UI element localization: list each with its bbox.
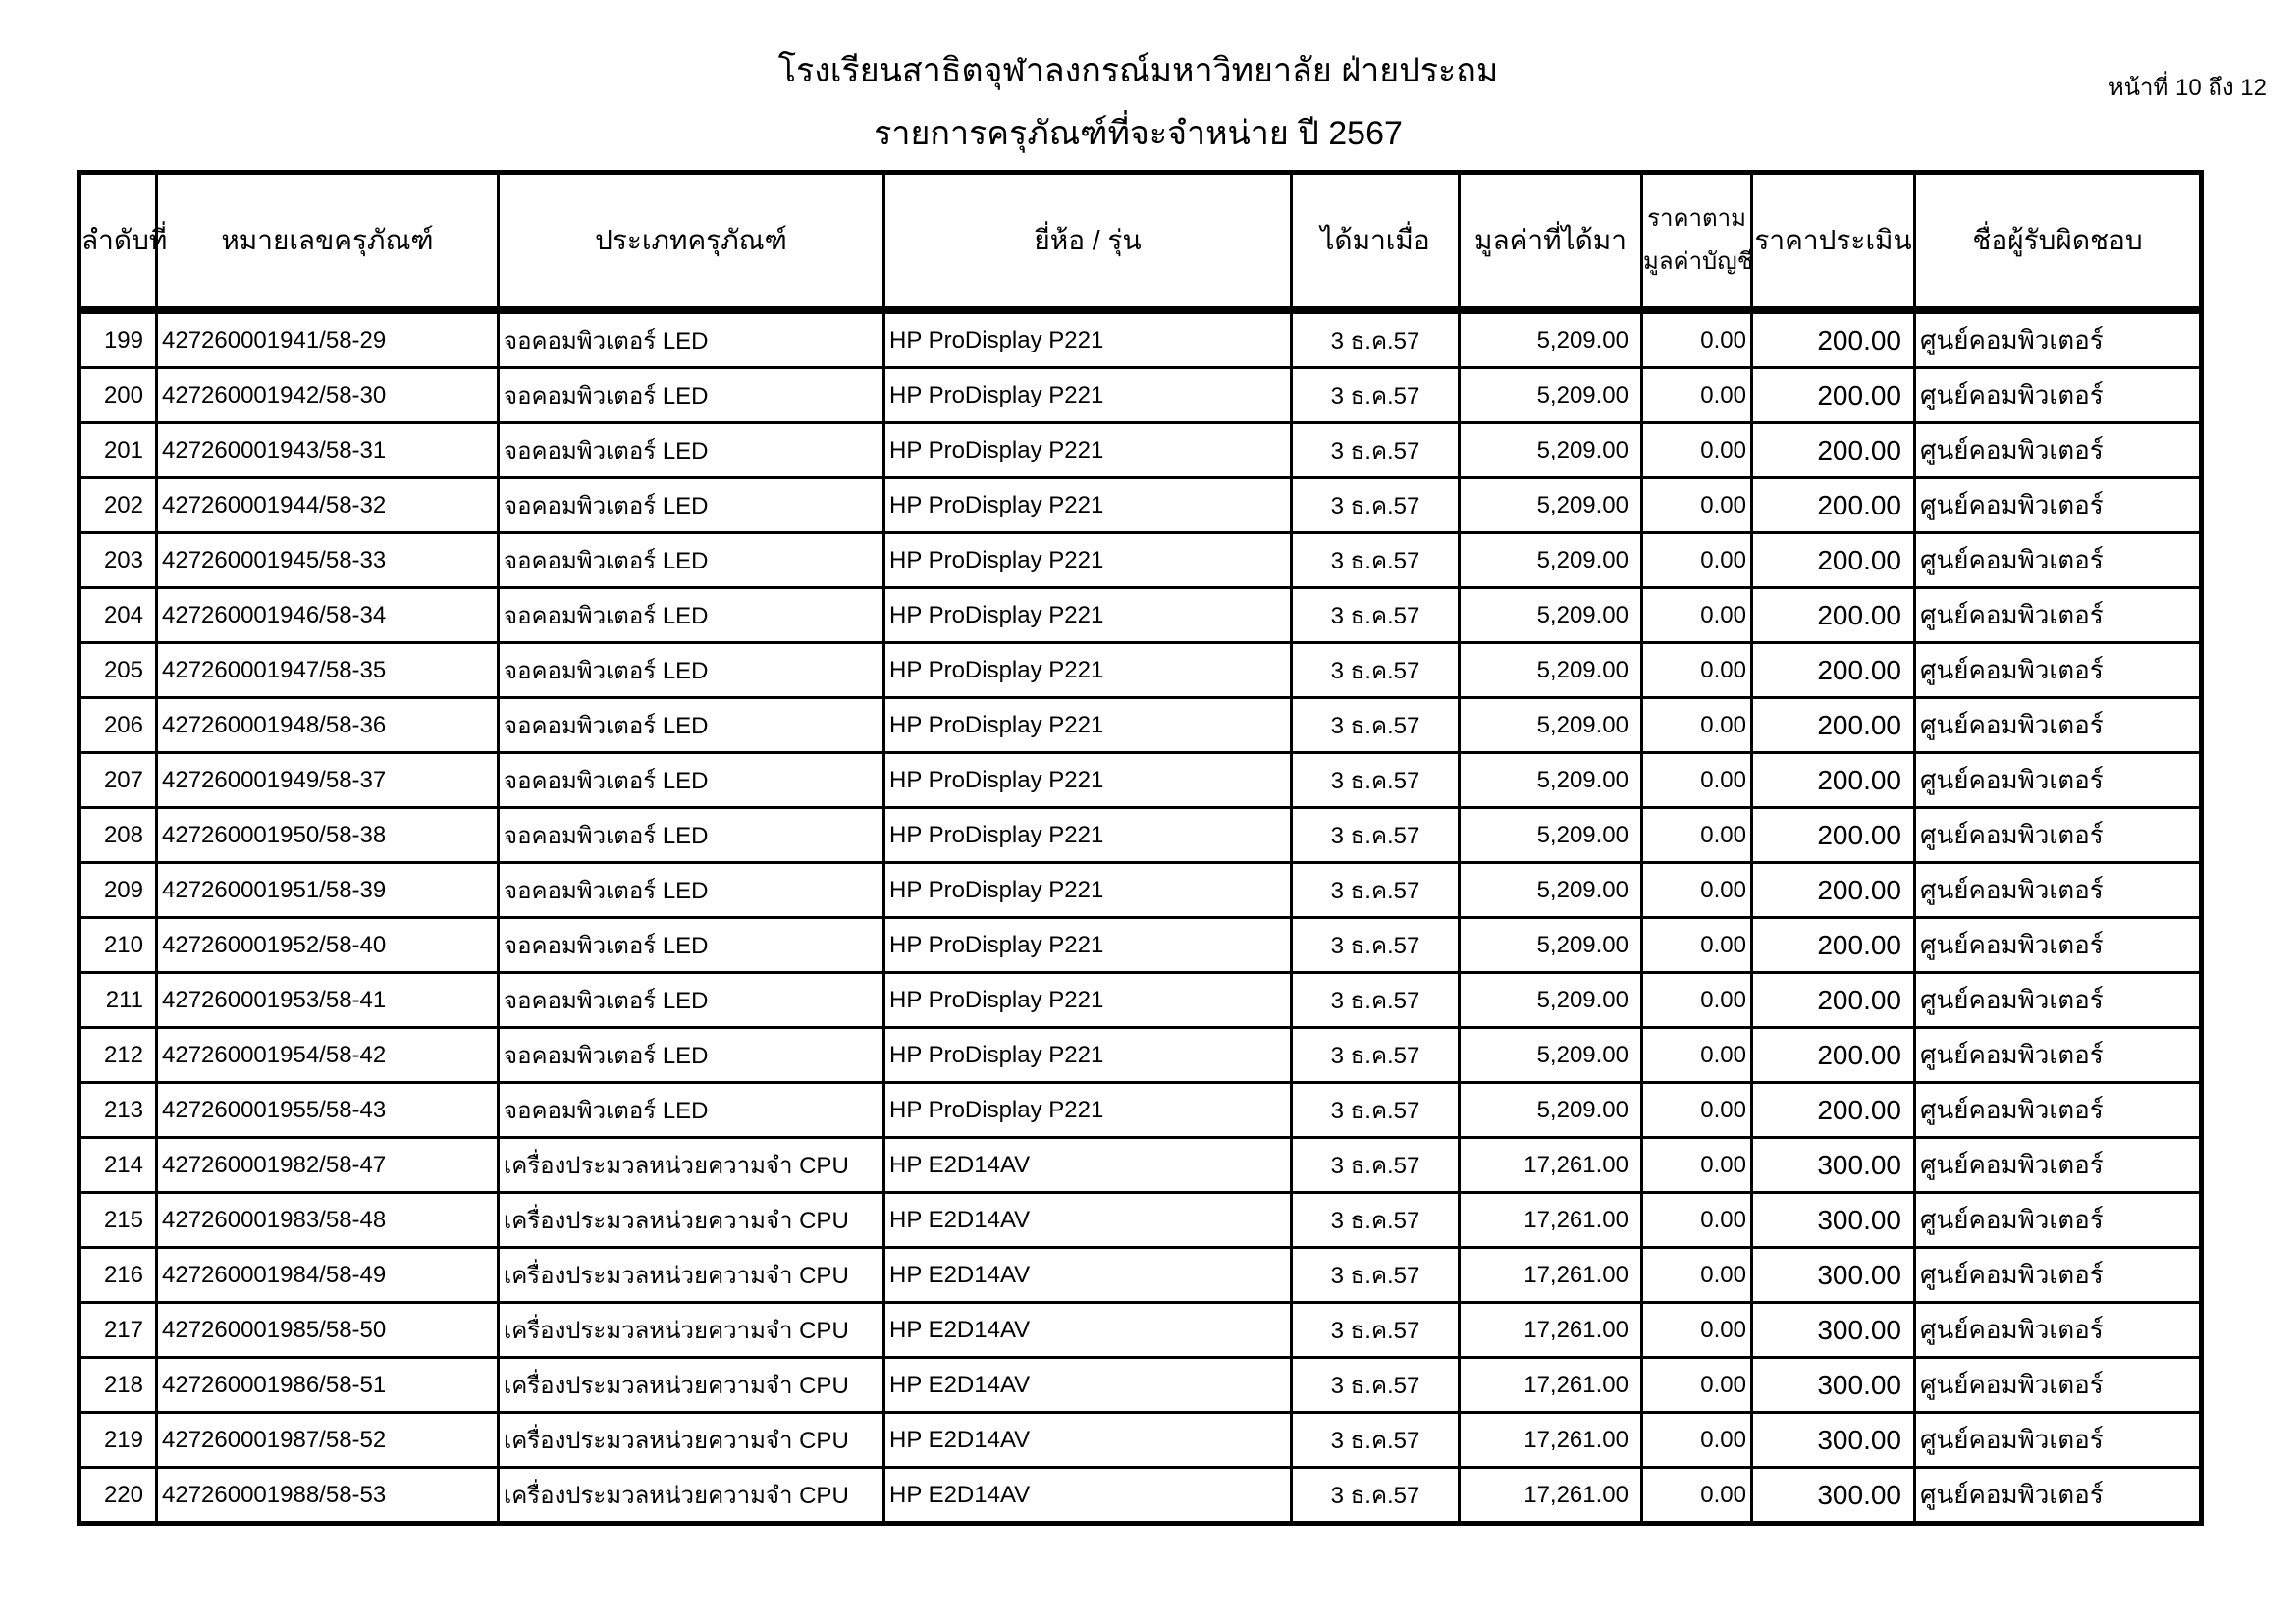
row-appraised-price: 200.00 [1752, 1083, 1915, 1138]
row-asset-type: จอคอมพิวเตอร์ LED [499, 918, 884, 973]
row-asset-type: จอคอมพิวเตอร์ LED [499, 753, 884, 808]
row-acquired-value: 5,209.00 [1460, 588, 1642, 643]
row-book-value: 0.00 [1642, 1193, 1752, 1248]
header-asset-id: หมายเลขครุภัณฑ์ [157, 173, 499, 311]
header-seq-no: ลำดับที่ [80, 173, 157, 311]
row-book-value: 0.00 [1642, 1028, 1752, 1083]
row-asset-type: จอคอมพิวเตอร์ LED [499, 423, 884, 478]
row-book-value: 0.00 [1642, 1248, 1752, 1303]
row-book-value: 0.00 [1642, 643, 1752, 698]
row-appraised-price: 200.00 [1752, 973, 1915, 1028]
row-responsible: ศูนย์คอมพิวเตอร์ [1915, 478, 2202, 533]
row-appraised-price: 200.00 [1752, 588, 1915, 643]
row-book-value: 0.00 [1642, 478, 1752, 533]
row-acquired-value: 17,261.00 [1460, 1358, 1642, 1413]
row-acquired-date: 3 ธ.ค.57 [1292, 588, 1460, 643]
row-seq-no: 220 [80, 1468, 157, 1524]
row-asset-id: 427260001951/58-39 [157, 863, 499, 918]
table-row [80, 1413, 2202, 1468]
row-acquired-date: 3 ธ.ค.57 [1292, 1083, 1460, 1138]
row-book-value: 0.00 [1642, 423, 1752, 478]
row-acquired-date: 3 ธ.ค.57 [1292, 1413, 1460, 1468]
row-appraised-price: 200.00 [1752, 918, 1915, 973]
row-asset-id: 427260001983/58-48 [157, 1193, 499, 1248]
row-asset-id: 427260001955/58-43 [157, 1083, 499, 1138]
header-book-value-line2: มูลค่าบัญชี [1643, 248, 1754, 275]
row-appraised-price: 200.00 [1752, 368, 1915, 423]
row-appraised-price: 300.00 [1752, 1358, 1915, 1413]
row-brand-model: HP ProDisplay P221 [884, 973, 1292, 1028]
row-acquired-date: 3 ธ.ค.57 [1292, 808, 1460, 863]
header-asset-type: ประเภทครุภัณฑ์ [499, 173, 884, 311]
row-book-value: 0.00 [1642, 1138, 1752, 1193]
row-asset-type: จอคอมพิวเตอร์ LED [499, 1083, 884, 1138]
row-asset-type: จอคอมพิวเตอร์ LED [499, 310, 884, 368]
disposal-items-table [77, 170, 2204, 1526]
table-row [80, 1193, 2202, 1248]
row-responsible: ศูนย์คอมพิวเตอร์ [1915, 1303, 2202, 1358]
row-asset-id: 427260001988/58-53 [157, 1468, 499, 1524]
row-asset-id: 427260001945/58-33 [157, 533, 499, 588]
row-acquired-value: 17,261.00 [1460, 1468, 1642, 1524]
row-appraised-price: 200.00 [1752, 423, 1915, 478]
row-seq-no: 202 [80, 478, 157, 533]
row-acquired-value: 5,209.00 [1460, 368, 1642, 423]
row-asset-type: จอคอมพิวเตอร์ LED [499, 1028, 884, 1083]
table-body [80, 310, 2202, 1524]
row-acquired-value: 5,209.00 [1460, 808, 1642, 863]
row-brand-model: HP ProDisplay P221 [884, 1028, 1292, 1083]
row-appraised-price: 300.00 [1752, 1138, 1915, 1193]
row-asset-type: จอคอมพิวเตอร์ LED [499, 863, 884, 918]
row-acquired-value: 5,209.00 [1460, 698, 1642, 753]
row-brand-model: HP E2D14AV [884, 1468, 1292, 1524]
row-asset-type: เครื่องประมวลหน่วยความจำ CPU [499, 1413, 884, 1468]
row-acquired-date: 3 ธ.ค.57 [1292, 698, 1460, 753]
document-title-text: โรงเรียนสาธิตจุฬาลงกรณ์มหาวิทยาลัย ฝ่ายประถม [777, 52, 1499, 89]
row-book-value: 0.00 [1642, 918, 1752, 973]
row-asset-id: 427260001954/58-42 [157, 1028, 499, 1083]
row-asset-type: จอคอมพิวเตอร์ LED [499, 698, 884, 753]
row-book-value: 0.00 [1642, 753, 1752, 808]
row-seq-no: 215 [80, 1193, 157, 1248]
row-acquired-date: 3 ธ.ค.57 [1292, 1303, 1460, 1358]
row-acquired-value: 17,261.00 [1460, 1248, 1642, 1303]
table-row [80, 478, 2202, 533]
row-responsible: ศูนย์คอมพิวเตอร์ [1915, 808, 2202, 863]
row-acquired-date: 3 ธ.ค.57 [1292, 1248, 1460, 1303]
row-seq-no: 217 [80, 1303, 157, 1358]
row-brand-model: HP ProDisplay P221 [884, 1083, 1292, 1138]
row-brand-model: HP ProDisplay P221 [884, 643, 1292, 698]
row-acquired-date: 3 ธ.ค.57 [1292, 368, 1460, 423]
row-asset-type: จอคอมพิวเตอร์ LED [499, 643, 884, 698]
row-responsible: ศูนย์คอมพิวเตอร์ [1915, 863, 2202, 918]
row-asset-id: 427260001948/58-36 [157, 698, 499, 753]
row-brand-model: HP ProDisplay P221 [884, 368, 1292, 423]
table-row [80, 1303, 2202, 1358]
row-book-value: 0.00 [1642, 698, 1752, 753]
row-book-value: 0.00 [1642, 368, 1752, 423]
row-brand-model: HP ProDisplay P221 [884, 533, 1292, 588]
row-asset-id: 427260001982/58-47 [157, 1138, 499, 1193]
row-brand-model: HP E2D14AV [884, 1358, 1292, 1413]
row-asset-id: 427260001987/58-52 [157, 1413, 499, 1468]
document-subtitle [0, 104, 2296, 163]
table-row [80, 973, 2202, 1028]
document-subtitle-text: รายการครุภัณฑ์ที่จะจำหน่าย ปี 2567 [874, 115, 1403, 152]
row-acquired-value: 17,261.00 [1460, 1303, 1642, 1358]
row-responsible: ศูนย์คอมพิวเตอร์ [1915, 1193, 2202, 1248]
row-asset-id: 427260001953/58-41 [157, 973, 499, 1028]
row-acquired-date: 3 ธ.ค.57 [1292, 918, 1460, 973]
row-asset-type: เครื่องประมวลหน่วยความจำ CPU [499, 1358, 884, 1413]
row-acquired-value: 17,261.00 [1460, 1138, 1642, 1193]
row-book-value: 0.00 [1642, 533, 1752, 588]
row-asset-type: เครื่องประมวลหน่วยความจำ CPU [499, 1193, 884, 1248]
row-acquired-date: 3 ธ.ค.57 [1292, 1358, 1460, 1413]
table-row [80, 1028, 2202, 1083]
row-seq-no: 216 [80, 1248, 157, 1303]
row-acquired-value: 5,209.00 [1460, 973, 1642, 1028]
row-asset-type: จอคอมพิวเตอร์ LED [499, 588, 884, 643]
row-appraised-price: 200.00 [1752, 698, 1915, 753]
row-seq-no: 199 [80, 310, 157, 368]
row-acquired-value: 5,209.00 [1460, 310, 1642, 368]
page-indicator: หน้าที่ 10 ถึง 12 [2108, 75, 2267, 101]
row-book-value: 0.00 [1642, 1083, 1752, 1138]
row-book-value: 0.00 [1642, 1468, 1752, 1524]
table-row [80, 1358, 2202, 1413]
table-row [80, 1138, 2202, 1193]
row-asset-id: 427260001946/58-34 [157, 588, 499, 643]
row-acquired-date: 3 ธ.ค.57 [1292, 1468, 1460, 1524]
row-asset-id: 427260001944/58-32 [157, 478, 499, 533]
row-seq-no: 207 [80, 753, 157, 808]
row-appraised-price: 300.00 [1752, 1248, 1915, 1303]
row-acquired-date: 3 ธ.ค.57 [1292, 1138, 1460, 1193]
row-book-value: 0.00 [1642, 1303, 1752, 1358]
header-brand-model: ยี่ห้อ / รุ่น [884, 173, 1292, 311]
row-responsible: ศูนย์คอมพิวเตอร์ [1915, 368, 2202, 423]
row-seq-no: 210 [80, 918, 157, 973]
row-acquired-date: 3 ธ.ค.57 [1292, 753, 1460, 808]
table-row [80, 643, 2202, 698]
row-asset-type: จอคอมพิวเตอร์ LED [499, 533, 884, 588]
row-responsible: ศูนย์คอมพิวเตอร์ [1915, 423, 2202, 478]
header-acquired-value: มูลค่าที่ได้มา [1460, 173, 1642, 311]
row-asset-id: 427260001943/58-31 [157, 423, 499, 478]
row-asset-type: เครื่องประมวลหน่วยความจำ CPU [499, 1248, 884, 1303]
row-brand-model: HP ProDisplay P221 [884, 423, 1292, 478]
row-responsible: ศูนย์คอมพิวเตอร์ [1915, 1468, 2202, 1524]
row-seq-no: 209 [80, 863, 157, 918]
row-asset-id: 427260001950/58-38 [157, 808, 499, 863]
row-appraised-price: 300.00 [1752, 1413, 1915, 1468]
row-responsible: ศูนย์คอมพิวเตอร์ [1915, 533, 2202, 588]
row-brand-model: HP ProDisplay P221 [884, 808, 1292, 863]
table-row [80, 588, 2202, 643]
row-responsible: ศูนย์คอมพิวเตอร์ [1915, 1248, 2202, 1303]
row-appraised-price: 300.00 [1752, 1303, 1915, 1358]
row-seq-no: 213 [80, 1083, 157, 1138]
row-asset-type: จอคอมพิวเตอร์ LED [499, 973, 884, 1028]
row-acquired-value: 17,261.00 [1460, 1413, 1642, 1468]
row-acquired-value: 17,261.00 [1460, 1193, 1642, 1248]
row-brand-model: HP ProDisplay P221 [884, 753, 1292, 808]
header-appraised-price: ราคาประเมิน [1752, 173, 1915, 311]
row-asset-type: จอคอมพิวเตอร์ LED [499, 808, 884, 863]
row-book-value: 0.00 [1642, 973, 1752, 1028]
row-acquired-value: 5,209.00 [1460, 478, 1642, 533]
row-seq-no: 205 [80, 643, 157, 698]
row-appraised-price: 200.00 [1752, 643, 1915, 698]
row-seq-no: 208 [80, 808, 157, 863]
row-book-value: 0.00 [1642, 808, 1752, 863]
row-asset-type: เครื่องประมวลหน่วยความจำ CPU [499, 1468, 884, 1524]
table-row [80, 698, 2202, 753]
row-brand-model: HP ProDisplay P221 [884, 478, 1292, 533]
row-responsible: ศูนย์คอมพิวเตอร์ [1915, 753, 2202, 808]
table-row [80, 1248, 2202, 1303]
document-title [0, 41, 2296, 100]
row-brand-model: HP ProDisplay P221 [884, 698, 1292, 753]
row-appraised-price: 200.00 [1752, 753, 1915, 808]
row-acquired-date: 3 ธ.ค.57 [1292, 478, 1460, 533]
table-row [80, 1468, 2202, 1524]
row-book-value: 0.00 [1642, 310, 1752, 368]
row-responsible: ศูนย์คอมพิวเตอร์ [1915, 698, 2202, 753]
row-acquired-value: 5,209.00 [1460, 863, 1642, 918]
row-seq-no: 203 [80, 533, 157, 588]
row-acquired-value: 5,209.00 [1460, 1083, 1642, 1138]
row-acquired-date: 3 ธ.ค.57 [1292, 1028, 1460, 1083]
row-acquired-date: 3 ธ.ค.57 [1292, 643, 1460, 698]
row-responsible: ศูนย์คอมพิวเตอร์ [1915, 1083, 2202, 1138]
row-seq-no: 212 [80, 1028, 157, 1083]
row-brand-model: HP ProDisplay P221 [884, 588, 1292, 643]
row-asset-id: 427260001947/58-35 [157, 643, 499, 698]
row-asset-id: 427260001941/58-29 [157, 310, 499, 368]
row-asset-id: 427260001984/58-49 [157, 1248, 499, 1303]
row-appraised-price: 200.00 [1752, 1028, 1915, 1083]
row-responsible: ศูนย์คอมพิวเตอร์ [1915, 643, 2202, 698]
row-asset-type: จอคอมพิวเตอร์ LED [499, 478, 884, 533]
row-appraised-price: 200.00 [1752, 808, 1915, 863]
row-acquired-value: 5,209.00 [1460, 753, 1642, 808]
row-book-value: 0.00 [1642, 863, 1752, 918]
row-acquired-date: 3 ธ.ค.57 [1292, 533, 1460, 588]
row-book-value: 0.00 [1642, 1358, 1752, 1413]
row-seq-no: 200 [80, 368, 157, 423]
row-acquired-value: 5,209.00 [1460, 533, 1642, 588]
row-appraised-price: 200.00 [1752, 310, 1915, 368]
row-brand-model: HP E2D14AV [884, 1193, 1292, 1248]
table-row [80, 808, 2202, 863]
row-responsible: ศูนย์คอมพิวเตอร์ [1915, 1138, 2202, 1193]
row-acquired-date: 3 ธ.ค.57 [1292, 863, 1460, 918]
row-acquired-date: 3 ธ.ค.57 [1292, 1193, 1460, 1248]
row-seq-no: 219 [80, 1413, 157, 1468]
row-acquired-value: 5,209.00 [1460, 918, 1642, 973]
row-asset-id: 427260001942/58-30 [157, 368, 499, 423]
table-row [80, 863, 2202, 918]
row-brand-model: HP E2D14AV [884, 1138, 1292, 1193]
row-brand-model: HP E2D14AV [884, 1303, 1292, 1358]
row-appraised-price: 200.00 [1752, 478, 1915, 533]
row-appraised-price: 200.00 [1752, 863, 1915, 918]
row-asset-id: 427260001949/58-37 [157, 753, 499, 808]
row-acquired-value: 5,209.00 [1460, 1028, 1642, 1083]
row-asset-type: เครื่องประมวลหน่วยความจำ CPU [499, 1303, 884, 1358]
row-responsible: ศูนย์คอมพิวเตอร์ [1915, 588, 2202, 643]
row-book-value: 0.00 [1642, 1413, 1752, 1468]
table-row [80, 533, 2202, 588]
row-appraised-price: 300.00 [1752, 1468, 1915, 1524]
row-appraised-price: 200.00 [1752, 533, 1915, 588]
row-responsible: ศูนย์คอมพิวเตอร์ [1915, 918, 2202, 973]
table-header-row [80, 173, 2202, 311]
row-brand-model: HP E2D14AV [884, 1248, 1292, 1303]
row-asset-type: เครื่องประมวลหน่วยความจำ CPU [499, 1138, 884, 1193]
table-row [80, 1083, 2202, 1138]
row-brand-model: HP ProDisplay P221 [884, 310, 1292, 368]
row-brand-model: HP E2D14AV [884, 1413, 1292, 1468]
row-responsible: ศูนย์คอมพิวเตอร์ [1915, 1358, 2202, 1413]
row-seq-no: 218 [80, 1358, 157, 1413]
row-brand-model: HP ProDisplay P221 [884, 918, 1292, 973]
header-book-value [1642, 173, 1752, 311]
table-row [80, 918, 2202, 973]
table-row [80, 310, 2202, 368]
row-book-value: 0.00 [1642, 588, 1752, 643]
row-acquired-date: 3 ธ.ค.57 [1292, 423, 1460, 478]
row-asset-type: จอคอมพิวเตอร์ LED [499, 368, 884, 423]
row-asset-id: 427260001985/58-50 [157, 1303, 499, 1358]
row-asset-id: 427260001952/58-40 [157, 918, 499, 973]
row-responsible: ศูนย์คอมพิวเตอร์ [1915, 310, 2202, 368]
row-responsible: ศูนย์คอมพิวเตอร์ [1915, 973, 2202, 1028]
row-responsible: ศูนย์คอมพิวเตอร์ [1915, 1413, 2202, 1468]
header-responsible: ชื่อผู้รับผิดชอบ [1915, 173, 2202, 311]
header-acquired-date: ได้มาเมื่อ [1292, 173, 1460, 311]
row-acquired-date: 3 ธ.ค.57 [1292, 310, 1460, 368]
row-brand-model: HP ProDisplay P221 [884, 863, 1292, 918]
row-acquired-value: 5,209.00 [1460, 643, 1642, 698]
row-responsible: ศูนย์คอมพิวเตอร์ [1915, 1028, 2202, 1083]
row-asset-id: 427260001986/58-51 [157, 1358, 499, 1413]
row-seq-no: 211 [80, 973, 157, 1028]
table-row [80, 423, 2202, 478]
row-seq-no: 214 [80, 1138, 157, 1193]
row-appraised-price: 300.00 [1752, 1193, 1915, 1248]
header-book-value-line1: ราคาตาม [1647, 205, 1746, 232]
table-row [80, 368, 2202, 423]
row-seq-no: 206 [80, 698, 157, 753]
row-acquired-date: 3 ธ.ค.57 [1292, 973, 1460, 1028]
row-acquired-value: 5,209.00 [1460, 423, 1642, 478]
row-seq-no: 204 [80, 588, 157, 643]
row-seq-no: 201 [80, 423, 157, 478]
table-row [80, 753, 2202, 808]
